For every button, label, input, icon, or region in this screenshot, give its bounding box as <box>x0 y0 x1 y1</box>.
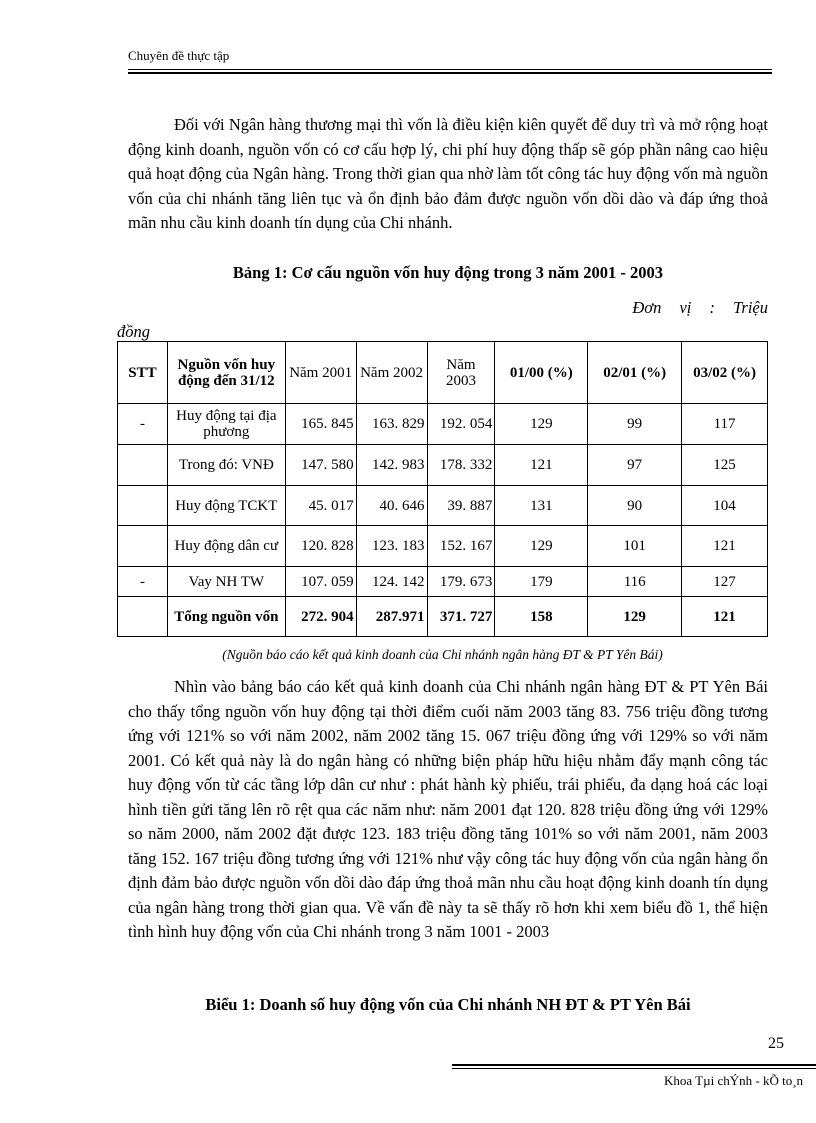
cell-name: Trong đó: VNĐ <box>167 445 285 486</box>
footer-text: Khoa Tµi chÝnh - kÕ to¸n <box>664 1073 804 1088</box>
cell-2001: 45. 017 <box>285 486 356 526</box>
cell-ratio-0201: 129 <box>588 597 682 637</box>
th-stt: STT <box>118 342 168 404</box>
cell-2002: 142. 983 <box>356 445 427 486</box>
intro-paragraph: Đối với Ngân hàng thương mại thì vốn là điều kiện kiên quyết để duy trì và mở rộng hoạt động kinh doanh, nguồn vốn có cơ cấu hợp lý, chi phí huy động thấp sẽ góp phần nâng cao hiệu quả hoạt động của Ngân hàng. Trong thời gian qua nhờ làm tốt công tác huy động vốn mà nguồn vốn của chi nhánh tăng liên tục và ổn định bảo đảm được nguồn vốn dồi dào và đáp ứng thoả mãn nhu cầu kinh doanh tín dụng của Chi nhánh. <box>128 115 768 232</box>
table-total-row <box>118 597 768 637</box>
table-row <box>118 567 768 597</box>
cell-stt <box>118 597 168 637</box>
th-ratio-0100: 01/00 (%) <box>495 342 588 404</box>
th-ratio-0302: 03/02 (%) <box>682 342 768 404</box>
cell-2001: 272. 904 <box>285 597 356 637</box>
cell-ratio-0302: 127 <box>682 567 768 597</box>
cell-name: Huy động dân cư <box>167 526 285 567</box>
analysis-paragraph: Nhìn vào bảng báo cáo kết quả kinh doanh của Chi nhánh ngân hàng ĐT & PT Yên Bái cho thấy tổng nguồn vốn huy động tại thời điểm cuối năm 2003 tăng 83. 756 triệu đồng tương ứng với 121% so với năm 2002, năm 2002 tăng 15. 067 triệu đồng ứng với 129% so với năm 2001. Có kết quả này là do ngân hàng có những biện pháp hữu hiệu nhằm đẩy mạnh công tác huy động vốn từ các tầng lớp dân cư như : phát hành kỳ phiếu, trái phiếu, đa dạng hoá các loại hình tiền gửi tăng lên rõ rệt qua các năm như: năm 2001 đạt 120. 828 triệu đồng ứng với 129% so năm 2000, năm 2002 đặt được 123. 183 triệu đồng tăng 101% so với năm 2001, năm 2003 tăng 152. 167 triệu đồng tương ứng với 121% như vậy công tác huy động vốn của ngân hàng ổn định đảm bảo được nguồn vốn dồi dào đáp ứng thoả mãn nhu cầu hoạt động kinh doanh tín dụng của ngân hàng trong thời gian qua. Về vấn đề này ta sẽ thấy rõ hơn khi xem biểu đồ 1, thể hiện tình hình huy động vốn của Chi nhánh trong 3 năm 1001 - 2003 <box>128 677 768 941</box>
header-rule-thick <box>128 72 772 74</box>
table-unit-line1: Đơn vị : Triệu <box>632 298 768 317</box>
cell-stt <box>118 526 168 567</box>
cell-stt: - <box>118 567 168 597</box>
cell-ratio-0100: 179 <box>495 567 588 597</box>
cell-2003: 152. 167 <box>427 526 495 567</box>
cell-ratio-0100: 129 <box>495 404 588 445</box>
cell-name: Vay NH TW <box>167 567 285 597</box>
table-unit-line2: đồng <box>117 322 150 341</box>
cell-2003: 178. 332 <box>427 445 495 486</box>
table-row <box>118 526 768 567</box>
cell-ratio-0100: 121 <box>495 445 588 486</box>
cell-ratio-0100: 129 <box>495 526 588 567</box>
cell-2002: 40. 646 <box>356 486 427 526</box>
table-source-note: (Nguồn báo cáo kết quả kinh doanh của Chi nhánh ngân hàng ĐT & PT Yên Bái) <box>222 647 663 662</box>
table-row <box>118 404 768 445</box>
th-2001: Năm 2001 <box>285 342 356 404</box>
cell-ratio-0302: 121 <box>682 597 768 637</box>
cell-ratio-0201: 90 <box>588 486 682 526</box>
th-2003: Năm 2003 <box>427 342 495 404</box>
cell-ratio-0100: 158 <box>495 597 588 637</box>
cell-ratio-0302: 104 <box>682 486 768 526</box>
cell-2002: 163. 829 <box>356 404 427 445</box>
cell-2001: 165. 845 <box>285 404 356 445</box>
cell-ratio-0100: 131 <box>495 486 588 526</box>
cell-2002: 123. 183 <box>356 526 427 567</box>
cell-ratio-0302: 121 <box>682 526 768 567</box>
cell-2001: 107. 059 <box>285 567 356 597</box>
cell-ratio-0302: 117 <box>682 404 768 445</box>
page-number: 25 <box>768 1035 784 1052</box>
header-rule-thin <box>128 69 772 70</box>
table-caption: Bảng 1: Cơ cấu nguồn vốn huy động trong 3 năm 2001 - 2003 <box>232 263 664 282</box>
cell-stt: - <box>118 404 168 445</box>
table-row <box>118 445 768 486</box>
cell-2002: 287.971 <box>356 597 427 637</box>
cell-name: Huy động tại địa phương <box>167 404 285 445</box>
cell-ratio-0201: 101 <box>588 526 682 567</box>
th-source: Nguồn vốn huy động đến 31/12 <box>167 342 285 404</box>
cell-stt <box>118 445 168 486</box>
th-2002: Năm 2002 <box>356 342 427 404</box>
cell-name: Huy động TCKT <box>167 486 285 526</box>
cell-2003: 179. 673 <box>427 567 495 597</box>
chart-caption: Biểu 1: Doanh số huy động vốn của Chi nhánh NH ĐT & PT Yên Bái <box>205 995 691 1014</box>
table-row <box>118 486 768 526</box>
cell-stt <box>118 486 168 526</box>
cell-ratio-0201: 99 <box>588 404 682 445</box>
cell-2001: 147. 580 <box>285 445 356 486</box>
cell-2003: 39. 887 <box>427 486 495 526</box>
table-header-row <box>118 342 768 404</box>
cell-ratio-0302: 125 <box>682 445 768 486</box>
th-ratio-0201: 02/01 (%) <box>588 342 682 404</box>
footer-rule-thick <box>452 1064 816 1066</box>
cell-2002: 124. 142 <box>356 567 427 597</box>
cell-2003: 371. 727 <box>427 597 495 637</box>
cell-ratio-0201: 116 <box>588 567 682 597</box>
footer-rule-thin <box>452 1068 816 1069</box>
cell-2001: 120. 828 <box>285 526 356 567</box>
cell-name: Tổng nguồn vốn <box>167 597 285 637</box>
cell-2003: 192. 054 <box>427 404 495 445</box>
page-header-title: Chuyên đề thực tập <box>128 48 230 63</box>
cell-ratio-0201: 97 <box>588 445 682 486</box>
funding-table <box>117 341 768 637</box>
